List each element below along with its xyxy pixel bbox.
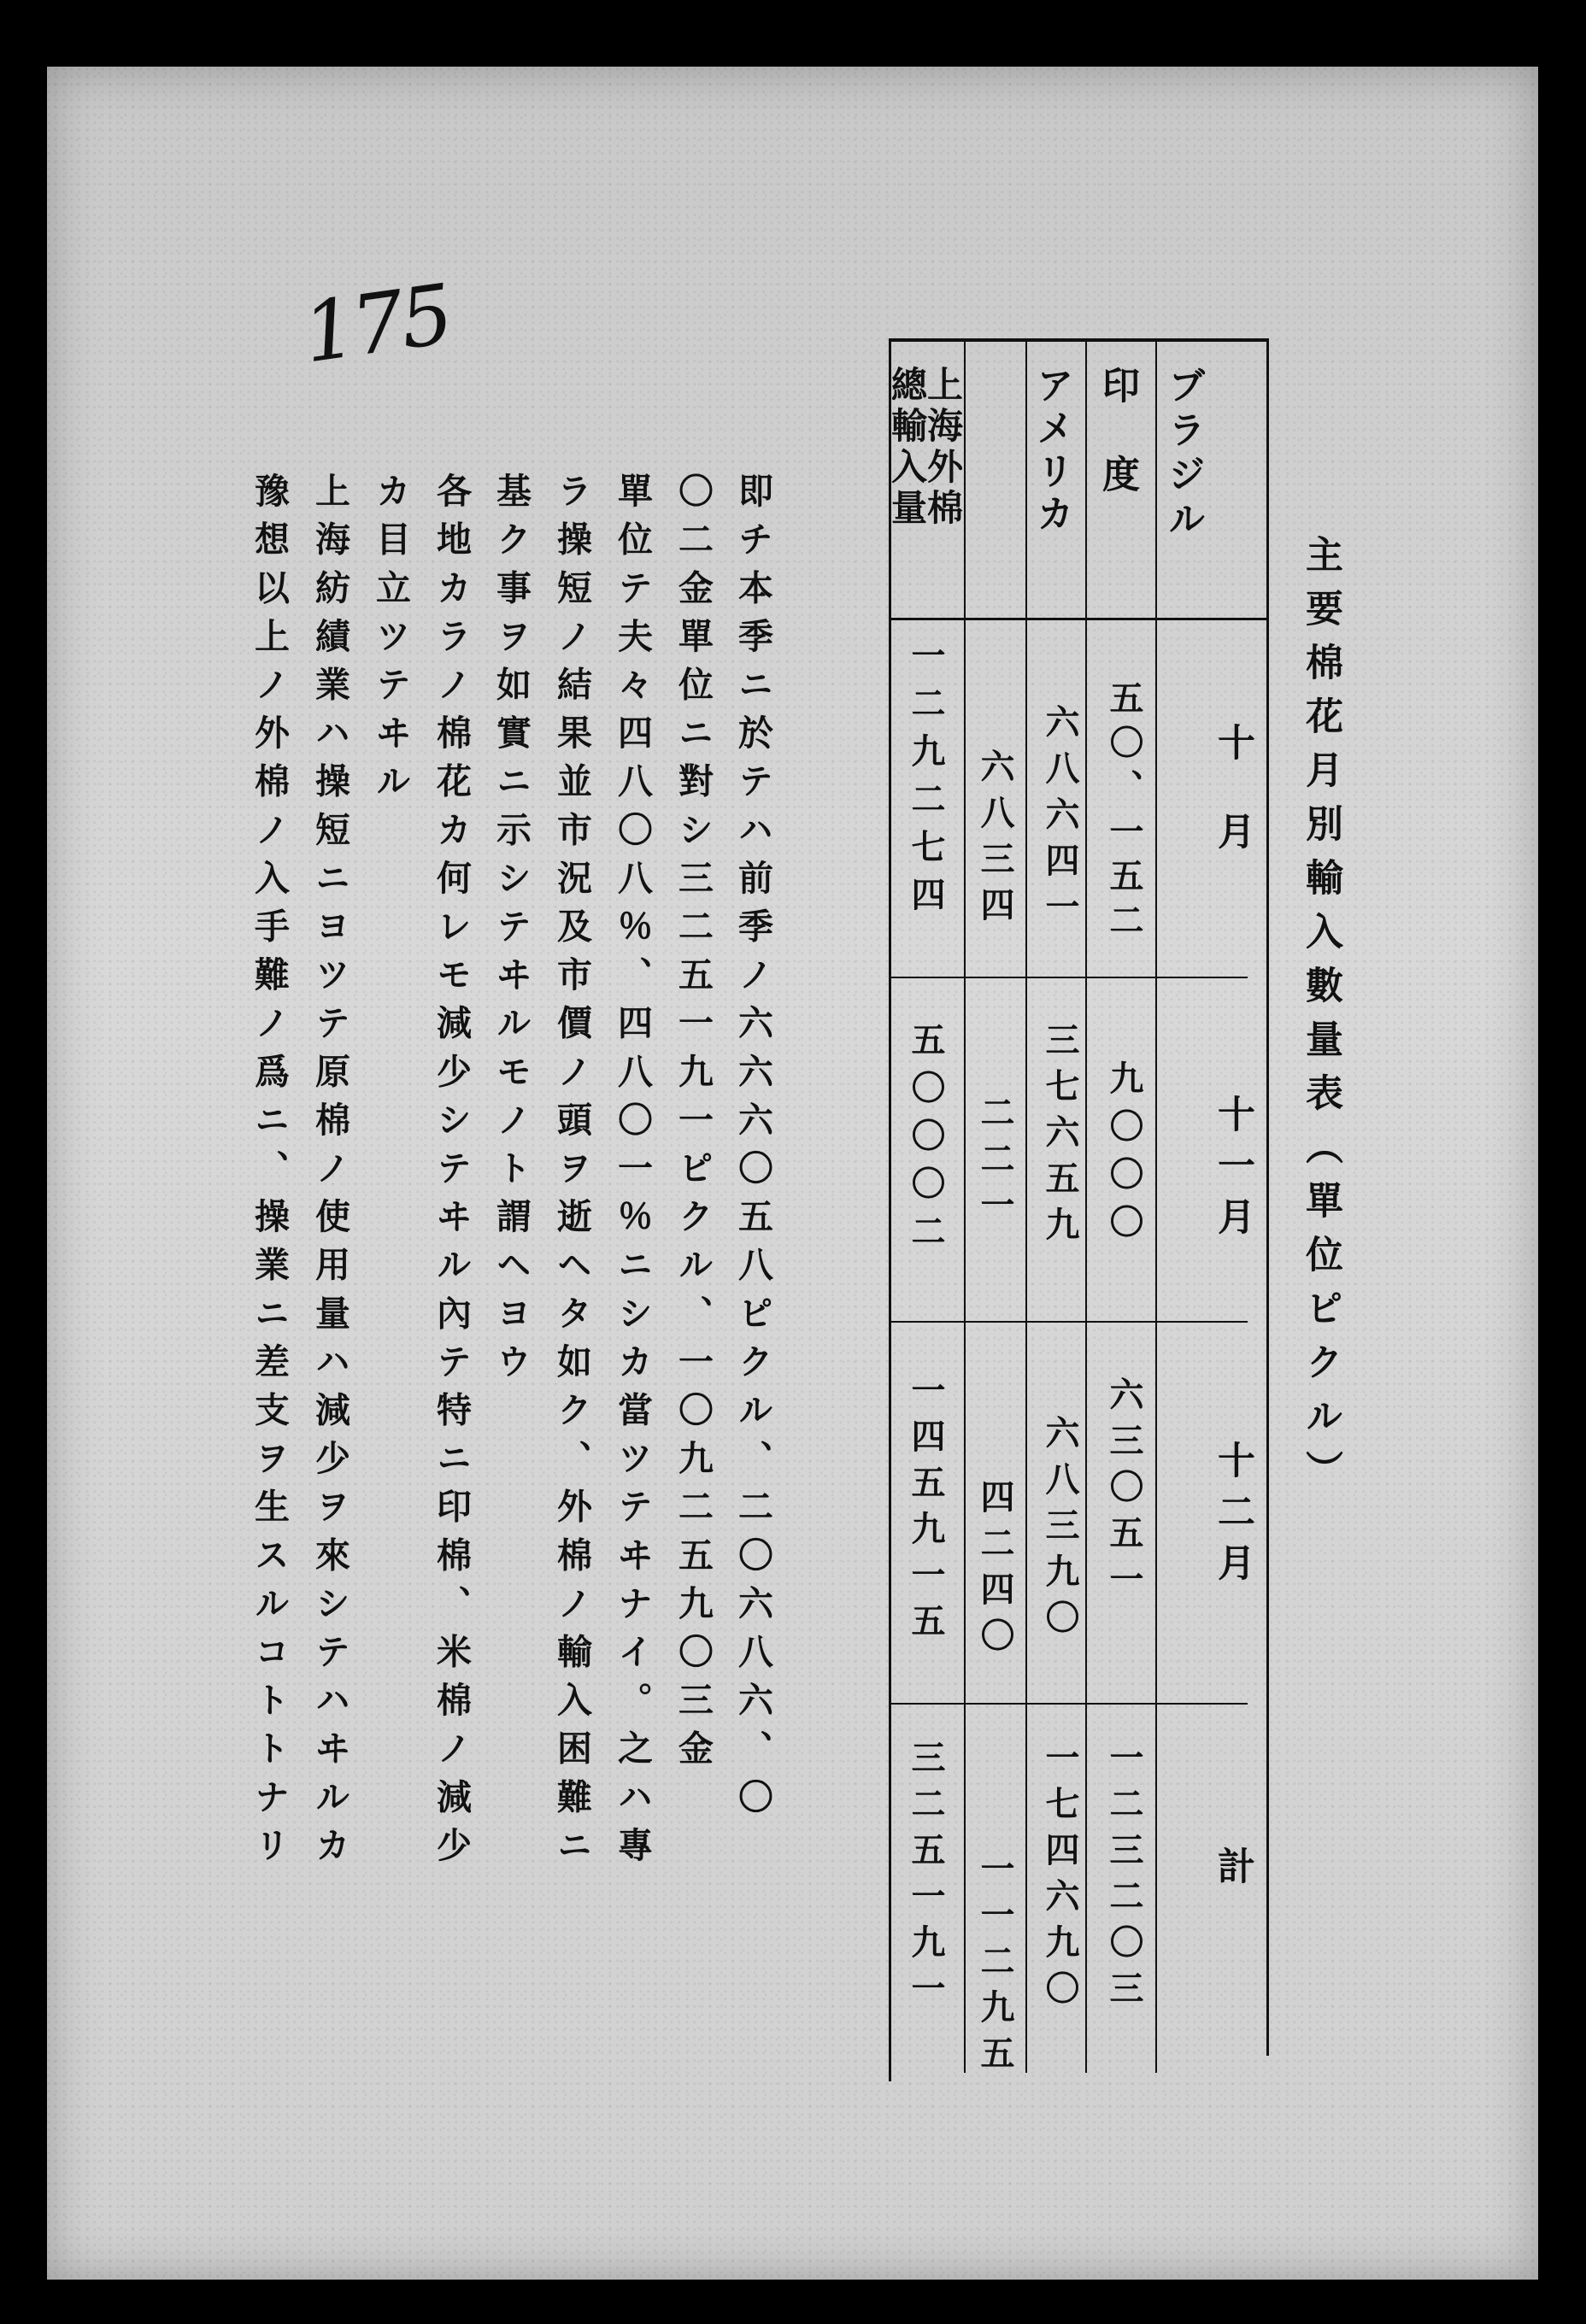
column-divider-3 [1085,338,1087,2073]
america-total: 一一二九五 [975,1851,1015,2081]
body-line-4: ラ操短ノ結果並市況及市價ノ頭ヲ逝ヘタ如ク、外棉ノ輸入困難ニ [551,472,592,1875]
cotton-import-table [886,338,1269,2081]
brazil-dec: 六三〇五一 [1104,1376,1144,1607]
table-left-border [889,338,891,2081]
column-divider-2 [1025,338,1027,2073]
america-dec: 四二四〇 [975,1479,1015,1664]
shanghai-nov: 五〇〇〇二 [906,1022,946,1261]
india-nov: 三七六五九 [1040,1022,1080,1253]
brazil-total: 一二三二〇三 [1104,1740,1144,2016]
shanghai-total: 三二五一九一 [906,1740,946,2016]
table-top-border [889,338,1269,342]
row-divider-1 [889,977,1248,978]
india-oct: 六八六四一 [1040,704,1080,935]
month-october: 十月 [1211,723,1254,901]
month-november: 十一月 [1211,1095,1254,1248]
body-line-8: 上海紡績業ハ操短ニヨツテ原棉ノ使用量ハ減少ヲ來シテハヰルカ [309,472,350,1875]
header-divider [889,618,1269,620]
brazil-nov: 九〇〇〇 [1104,1060,1144,1252]
brazil-oct: 五〇、一五二 [1104,680,1144,947]
india-dec: 六八三九〇 [1040,1415,1080,1646]
month-december: 十二月 [1211,1441,1254,1594]
body-line-1: 即チ本季ニ於テハ前季ノ六六六〇五八ピクル、二〇六八六、〇 [732,472,773,1827]
table-right-border [1266,338,1269,2056]
america-oct: 六八三四 [975,748,1015,933]
row-divider-3 [889,1703,1248,1705]
header-shanghai-total-line1 [886,366,964,562]
month-total: 計 [1211,1846,1254,1884]
header-shanghai-total: 上海外棉總輸入量 [886,366,964,530]
header-india: 印度 [1096,366,1139,543]
body-line-2: 〇二金單位ニ對シ三二五一九一ピクル、一〇九二五九〇三金 [673,472,714,1779]
america-nov: 二二一 [975,1095,1015,1233]
page-number: 175 [297,266,456,382]
row-divider-2 [889,1321,1248,1323]
body-line-6: 各地カラノ棉花カ何レモ減少シテヰル內テ特ニ印棉、米棉ノ減少 [431,472,472,1875]
shanghai-oct: 一二九二七四 [906,637,946,924]
header-america: アメリカ [1030,366,1073,537]
body-line-7: カ目立ツテヰル [370,472,411,812]
table-title: 主要棉花月別輸入數量表（單位ピクル） [1299,535,1342,1504]
body-line-3: 單位テ夫々四八〇八％、四八〇一％ニシカ當ツテヰナイ。之ハ專 [612,472,653,1875]
header-brazil: ブラジル [1161,366,1205,543]
column-divider-4 [1155,338,1157,2073]
body-line-9: 豫想以上ノ外棉ノ入手難ノ爲ニ、操業ニ差支ヲ生スルコトトナリ [249,472,290,1875]
india-total: 一七四六九〇 [1040,1740,1080,2016]
document-page [47,67,1538,2280]
body-line-5: 基ク事ヲ如實ニ示シテヰルモノト謂ヘヨウ [490,472,532,1392]
column-divider-1 [964,338,966,2073]
shanghai-dec: 一四五九一五 [906,1372,946,1649]
